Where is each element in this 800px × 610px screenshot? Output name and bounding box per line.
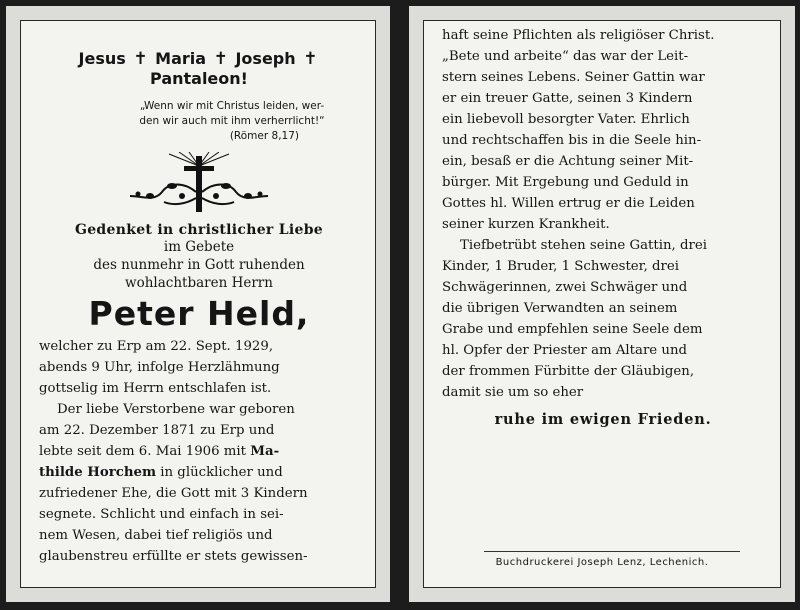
invocation-name-2: Maria xyxy=(155,49,207,68)
text-line: ein liebevoll besorgter Vater. Ehrlich xyxy=(442,112,690,127)
text-line: stern seines Lebens. Seiner Gattin war xyxy=(442,70,705,85)
memorial-card-left-page xyxy=(6,6,390,602)
text-line: Gottes hl. Willen ertrug er die Leiden xyxy=(442,196,695,211)
text-line: Tiefbetrübt stehen seine Gattin, drei xyxy=(460,238,707,253)
text-line: segnete. Schlicht und einfach in sei- xyxy=(39,507,284,522)
text-line: „Bete und arbeite“ das war der Leit- xyxy=(442,49,689,64)
invocation-name-3: Joseph xyxy=(235,49,296,68)
text-line: Der liebe Verstorbene war geboren xyxy=(57,402,295,417)
prayer-line: im Gebete xyxy=(163,239,235,255)
deceased-line: des nunmehr in Gott ruhenden xyxy=(93,257,305,273)
right-page-frame xyxy=(423,20,781,588)
text-line: bürger. Mit Ergebung und Geduld in xyxy=(442,175,689,190)
memorial-card-right-page xyxy=(409,6,795,602)
deceased-name: Peter Held, xyxy=(88,294,310,333)
text-line: am 22. Dezember 1871 zu Erp und xyxy=(39,423,275,438)
text-line: Schwägerinnen, zwei Schwäger und xyxy=(442,280,688,295)
honour-line: wohlachtbaren Herrn xyxy=(125,275,273,291)
text-line: welcher zu Erp am 22. Sept. 1929, xyxy=(39,339,274,354)
invocation-line-1 xyxy=(39,49,359,69)
text-line: Grabe und empfehlen seine Seele dem xyxy=(442,322,703,337)
biography-text xyxy=(39,336,359,567)
biography-continued xyxy=(442,25,764,403)
quote-reference: (Römer 8,17) xyxy=(229,130,299,142)
text-line xyxy=(39,462,359,483)
divider-rule xyxy=(484,551,740,552)
text-line: gottselig im Herrn entschlafen ist. xyxy=(39,381,272,396)
text-line: nem Wesen, dabei tief religiös und xyxy=(39,528,273,543)
text-line: und rechtschaffen bis in die Seele hin- xyxy=(442,133,702,148)
invocation-name-1: Jesus xyxy=(78,49,126,68)
cross-icon: ✝ xyxy=(133,49,148,69)
text-line xyxy=(39,441,359,462)
cross-icon: ✝ xyxy=(213,49,228,69)
cross-with-vines-icon xyxy=(124,152,274,214)
text-line: haft seine Pflichten als religiöser Christ. xyxy=(442,28,715,43)
spouse-name-part: Ma- xyxy=(250,444,280,459)
remembrance-heading: Gedenket in christlicher Liebe xyxy=(74,222,324,238)
text-line: seiner kurzen Krankheit. xyxy=(442,217,610,232)
printer-credit: Buchdruckerei Joseph Lenz, Lechenich. xyxy=(495,557,709,568)
quote-line-2: den wir auch mit ihm verherrlicht!“ xyxy=(139,115,325,127)
text-segment: in glücklicher und xyxy=(156,465,283,480)
text-line: hl. Opfer der Priester am Altare und xyxy=(442,343,688,358)
text-line: zufriedener Ehe, die Gott mit 3 Kindern xyxy=(39,486,308,501)
text-segment: lebte seit dem 6. Mai 1906 mit xyxy=(39,444,251,459)
text-line: Kinder, 1 Bruder, 1 Schwester, drei xyxy=(442,259,680,274)
text-line: damit sie um so eher xyxy=(442,385,584,400)
spouse-name-part: thilde Horchem xyxy=(39,465,157,480)
cross-icon: ✝ xyxy=(303,49,318,69)
text-line: der frommen Fürbitte der Gläubigen, xyxy=(442,364,695,379)
text-line: er ein treuer Gatte, seinen 3 Kindern xyxy=(442,91,693,106)
text-line: abends 9 Uhr, infolge Herzlähmung xyxy=(39,360,280,375)
invocation-line-2: Pantaleon! xyxy=(150,69,248,88)
quote-line-1: „Wenn wir mit Christus leiden, wer- xyxy=(139,100,325,112)
text-line: die übrigen Verwandten an seinem xyxy=(442,301,678,316)
left-page-frame xyxy=(20,20,376,588)
text-line: glaubenstreu erfüllte er stets gewissen- xyxy=(39,549,308,564)
scripture-quote xyxy=(39,99,359,144)
text-line: ein, besaß er die Achtung seiner Mit- xyxy=(442,154,694,169)
closing-blessing: ruhe im ewigen Frieden. xyxy=(494,411,712,428)
